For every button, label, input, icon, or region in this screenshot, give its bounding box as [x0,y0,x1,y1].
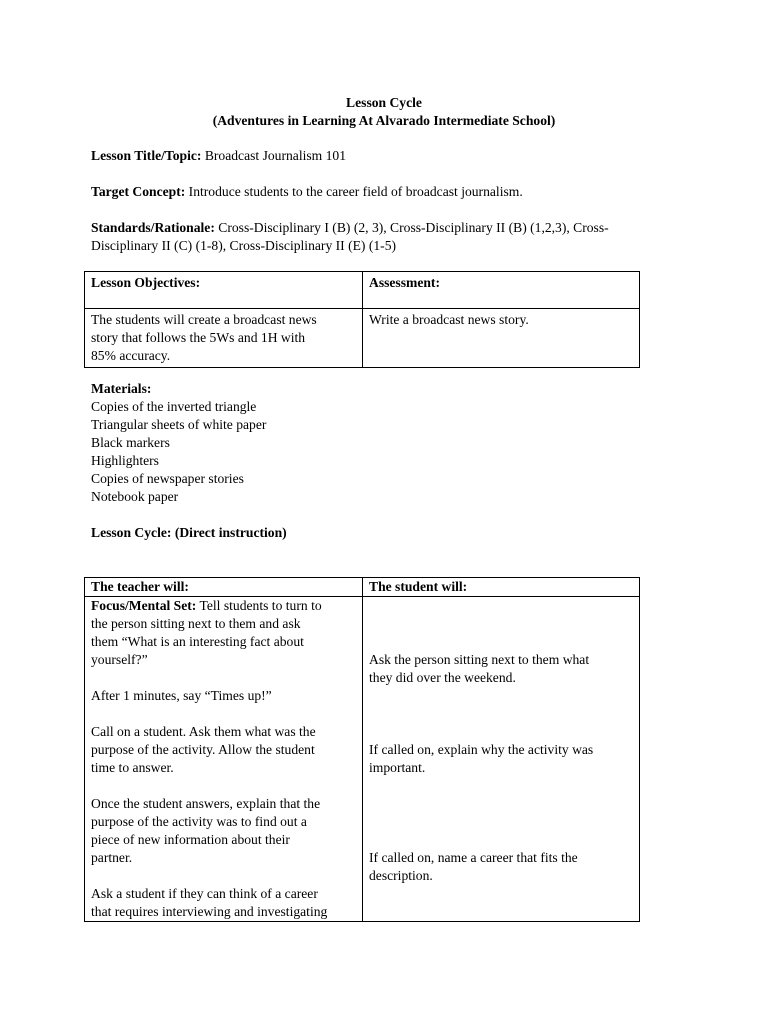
times-up-line: After 1 minutes, say “Times up!” [91,688,272,703]
focus-label: Focus/Mental Set: [91,598,197,613]
target-concept-value: Introduce students to the career field of broadcast journalism. [188,184,523,199]
materials-section [91,380,266,506]
student-header: The student will: [369,579,468,594]
objectives-header-cell [85,272,363,309]
teacher-header-cell [85,578,363,597]
once-answers-line: piece of new information about their [91,832,290,847]
standards-text-2: Disciplinary II (C) (1-8), Cross-Disciplinary II (E) (1-5) [91,238,397,253]
assessment-header: Assessment: [369,275,440,290]
objective-line: story that follows the 5Ws and 1H with [91,330,306,345]
lesson-cycle-label: Lesson Cycle: (Direct instruction) [91,525,287,540]
focus-text-line: the person sitting next to them and ask [91,616,301,631]
material-item: Highlighters [91,453,159,468]
target-concept-line [91,183,671,201]
teacher-header: The teacher will: [91,579,189,594]
focus-text: Tell students to turn to [199,598,322,613]
lesson-title-label: Lesson Title/Topic: [91,148,202,163]
standards-block [91,219,671,255]
objective-cell [85,309,363,368]
objectives-header: Lesson Objectives: [91,275,201,290]
once-answers-line: partner. [91,850,133,865]
material-item: Copies of newspaper stories [91,471,244,486]
material-item: Triangular sheets of white paper [91,417,267,432]
document-subtitle: (Adventures in Learning At Alvarado Intermediate School) [212,113,556,128]
lesson-title-value: Broadcast Journalism 101 [204,148,347,163]
lesson-cycle-line [91,524,671,542]
student-action-line: important. [369,760,426,775]
assessment-header-cell [363,272,640,309]
ask-career-line: Ask a student if they can think of a career [91,886,318,901]
focus-text-line: yourself?” [91,652,148,667]
student-action-line: If called on, explain why the activity was [369,742,594,757]
target-concept-label: Target Concept: [91,184,186,199]
focus-text-line: them “What is an interesting fact about [91,634,304,649]
student-header-cell [363,578,640,597]
student-cell [363,597,640,922]
standards-text-1: Cross-Disciplinary I (B) (2, 3), Cross-Disciplinary II (B) (1,2,3), Cross- [218,220,609,235]
once-answers-line: Once the student answers, explain that the [91,796,321,811]
material-item: Notebook paper [91,489,179,504]
materials-label: Materials: [91,381,152,396]
objective-line: 85% accuracy. [91,348,171,363]
call-on-line: purpose of the activity. Allow the student [91,742,315,757]
student-action-line: they did over the weekend. [369,670,516,685]
document-title: Lesson Cycle [346,95,422,110]
lesson-title-line [91,147,671,165]
standards-line-1 [91,219,671,237]
ask-career-line: that requires interviewing and investigating [91,904,328,919]
instruction-table [84,577,640,922]
focus-line [91,597,356,615]
material-item: Copies of the inverted triangle [91,399,257,414]
call-on-line: Call on a student. Ask them what was the [91,724,316,739]
teacher-cell [85,597,363,922]
assessment-cell [363,309,640,368]
objectives-table [84,271,640,368]
student-action-line: Ask the person sitting next to them what [369,652,590,667]
objective-line: The students will create a broadcast news [91,312,317,327]
material-item: Black markers [91,435,170,450]
call-on-line: time to answer. [91,760,174,775]
standards-label: Standards/Rationale: [91,220,215,235]
student-action-line: If called on, name a career that fits the [369,850,578,865]
once-answers-line: purpose of the activity was to find out a [91,814,307,829]
student-action-line: description. [369,868,433,883]
assessment-text: Write a broadcast news story. [369,312,529,327]
